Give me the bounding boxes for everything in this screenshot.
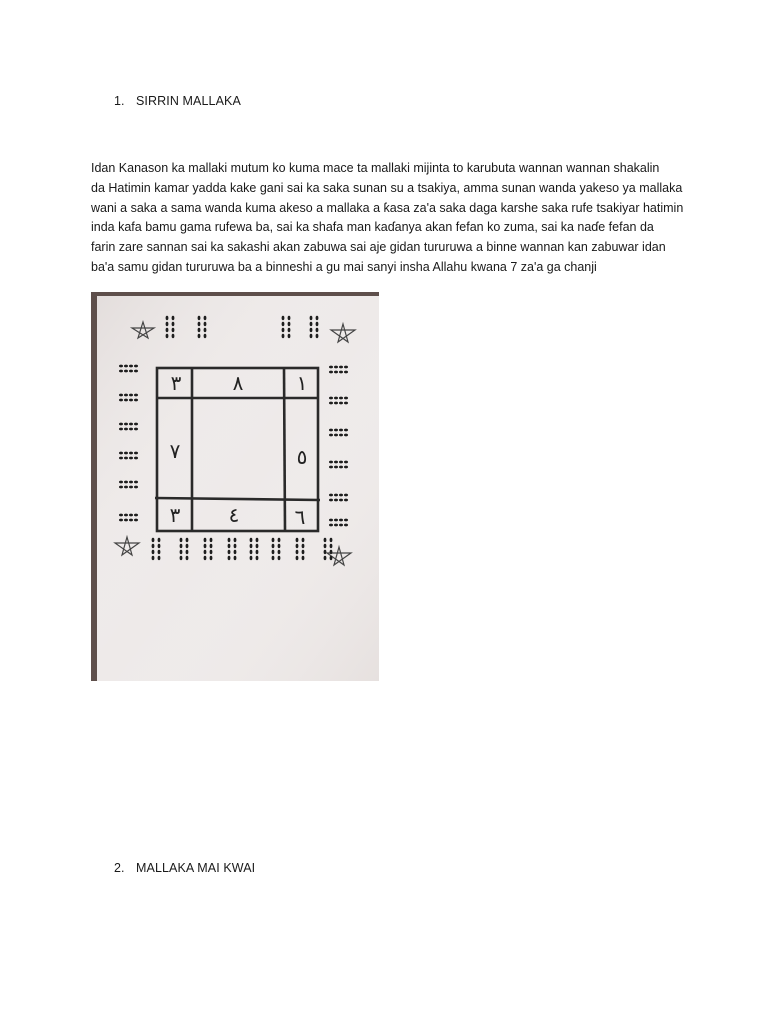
section-1-title: SIRRIN MALLAKA xyxy=(136,94,241,108)
paragraph-line: Idan Kanason ka mallaki mutum ko kuma mace ta mallaki mijinta to karubuta wannan wannan shakalin xyxy=(91,161,660,175)
cell-top-left: ٣ xyxy=(170,371,182,395)
talisman-photo xyxy=(91,292,379,681)
paragraph-line: inda kafa bamu gama rufewa ba, sai ka shafa man kaɗanya akan fefan ko zuma, sai ka naɗe fefan da xyxy=(91,220,654,235)
section-2-heading xyxy=(114,861,255,875)
cell-top-right: ١ xyxy=(296,371,308,395)
section-1-heading xyxy=(114,94,241,108)
paragraph-line: ba'a samu gidan tururuwa ba a binneshi a gu mai sanyi insha Allahu kwana 7 za'a ga chanji xyxy=(91,259,597,274)
cell-bottom-middle: ٤ xyxy=(228,503,240,527)
section-2-number: 2. xyxy=(114,861,125,875)
cell-top-middle: ٨ xyxy=(232,371,244,395)
paragraph-line: wani a saka a sama wanda kuma akeso a mallaka a ƙasa za'a saka daga karshe saka rufe tsakiyar hatimin xyxy=(91,200,684,215)
section-1-number: 1. xyxy=(114,94,125,108)
cell-middle-right: ٥ xyxy=(296,445,308,469)
paragraph-line: farin zare sannan sai ka sakashi akan zabuwa sai aje gidan tururuwa a binne wannan kan zabuwar idan xyxy=(91,240,666,255)
cell-middle-left: ٧ xyxy=(169,439,181,463)
cell-bottom-left: ٣ xyxy=(169,503,181,527)
paragraph-line: da Hatimin kamar yadda kake gani sai ka saka sunan su a tsakiya, amma sunan wanda yakeso ya mallaka xyxy=(91,180,683,195)
section-2-title: MALLAKA MAI KWAI xyxy=(136,861,256,875)
instructions-paragraph xyxy=(91,159,691,278)
cell-bottom-right: ٦ xyxy=(294,505,306,529)
